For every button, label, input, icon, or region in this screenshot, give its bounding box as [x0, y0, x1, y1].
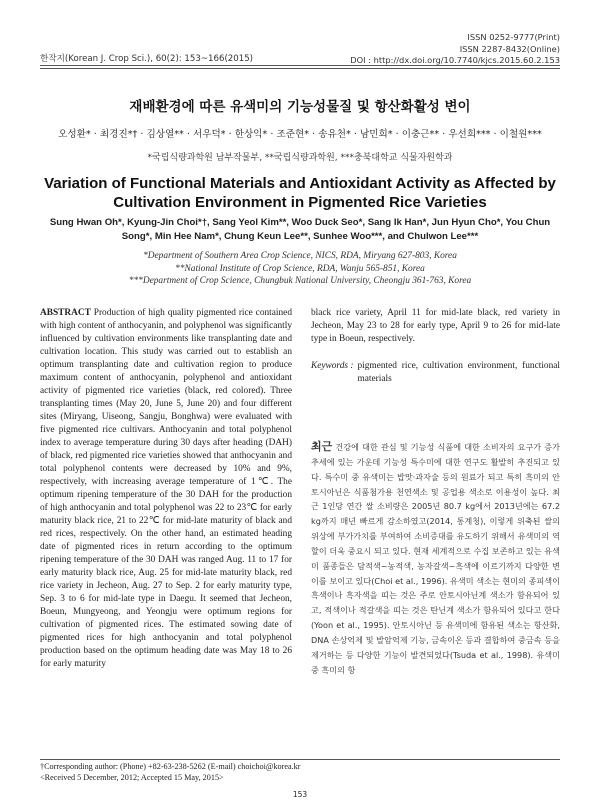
header-identifiers [350, 32, 560, 67]
abstract-label: ABSTRACT [40, 308, 91, 318]
korean-title: 재배환경에 따른 유색미의 기능성물질 및 항산화활성 변이 [129, 99, 471, 115]
footnote-rule [40, 759, 560, 760]
intro-text: 건강에 대한 관심 및 기능성 식품에 대한 소비자의 요구가 증가추세에 있는 가운데 기능성 특수미에 대한 연구도 활발히 추진되고 있다. 특수미 중 유색미는 밥맛·과자술 등의 원료가 되고 특히 흑미의 안토시아닌은 식품첨가용 천연색소 및 공업용 색소로 이용성이 높다. 최근 1인당 연간 쌀 소비량은 2005년 80.7 kg에서 2013년에는 67.2 kg까지 매년 빠르게 감소하였고(2014, 통계청), 이렇게 위축된 쌀의 위상에 부가가치를 부여하여 소비증대를 유도하기 위해서 유색미의 역할이 더욱 중요시 되고 있다. 현재 세계적으로 수집 보존하고 있는 유색미 품종들은 담적색~농적색, 농자갈색~흑색에 이르기까지 다양한 변이를 보이고 있다(Choi et al., 1996). 유색미 색소는 현미의 종피색이 흑색이나 흑자색을 띠는 것은 주로 안토시아닌계 색소가 함유되어 있고, 적색이나 적갈색을 띠는 것은 탄닌계 색소가 함유되어 있다고 한다(Yoon et al., 1995). 안토시아닌 등 유색미에 함유된 색소는 항산화, DNA 손상억제 및 발암억제 기능, 금속이온 등과 결합하여 중금속 등을 제거하는 등 다양한 기능이 발견되었다(Tsuda et al., 1998). 유색미 중 흑미의 항 [311, 442, 560, 675]
issn-online: ISSN 2287-8432(Online) [459, 43, 560, 54]
introduction-korean [311, 440, 560, 678]
abstract-column [40, 307, 292, 671]
affiliation-line: **National Institute of Crop Science, RDA, Wanju 565-851, Korea [175, 263, 425, 274]
abstract-continued: black rice variety, April 11 for mid-late black, red variety in Jecheon, May 23 to 28 for early type, April 9 to 26 for mid-late type in Boeun, respectively. [311, 308, 560, 345]
corresponding-author: †Corresponding author: (Phone) +82-63-238-5262 (E-mail) choichoi@korea.kr [40, 762, 301, 771]
footnote [40, 761, 560, 783]
korean-affiliations: *국립식량과학원 남부작물부, **국립식량과학원, ***충북대학교 식물자원학과 [147, 153, 453, 163]
affiliation-line: *Department of Southern Area Crop Science, NICS, RDA, Miryang 627-803, Korea [143, 251, 457, 261]
page-number: 153 [292, 790, 308, 799]
korean-authors: 오성환* · 최경진*† · 김상열** · 서우덕* · 한상익* · 조준현* · 송유천* · 남민희* · 이충근** · 우선희*** · 이철원*** [58, 129, 542, 140]
received-dates: <Received 5 December, 2012; Accepted 15 May, 2015> [40, 773, 224, 782]
english-title: Variation of Functional Materials and Antioxidant Activity as Affected by Cultivation Environment in Pigmented Rice Varieties [44, 175, 556, 211]
abstract-text: Production of high quality pigmented rice contained with high content of anthocyanin, and polyphenol was significantly influenced by cultivation environments like transplanting date and cultivation location. This study was carried out to establish an optimum transplanting date and cultivation region to produce maximum content of anthocyanin, polyphenol and antioxidant activity of pigmented rice varieties (black, red colored). Three transplanting times (May 20, June 5, June 20) and four different sites (Miryang, Uiseong, Sangju, Bonghwa) were evaluated with five pigmented rice cultivars. Anthocyanin and total polyphenol index to average temperature during 30 days after heading (DAH) of black, red pigmented rice varieties showed that anthocyanin and total polyphenol contents were decreased by 10% and 9%, respectively, with increasing average temperature of 1℃. The optimum ripening temperature of the 30 DAH for the production of high anthocyanin and total polyphenol was 22 to 23℃ for early maturity black rice, 21 to 22℃ for mid-late maturity of black and red rices, respectively. On the other hand, an estimated heading date of pigmented rices in return according to the optimum ripening temperature of the 30 DAH was ranged Aug. 11 to 17 for early maturity black rice, Aug. 25 for mid-late maturity black, red rice variety in Jecheon, Aug. 27 to Sep. 2 for early maturity type, Sep. 3 to 6 for mid-late type in Daegu. It seemed that Jecheon, Boeun, Mungyeong, and Yeongju were optimum regions for cultivation of pigmented rices. The estimated sowing date of pigmented rices for high anthocyanin and total polyphenol production based on the optimum heading date was May 18 to 26 for early maturity [40, 308, 292, 670]
intro-first-word: 최근 [311, 440, 333, 453]
abstract-continued-column [311, 307, 560, 386]
keywords-label: Keywords : [311, 361, 354, 372]
doi-link[interactable]: DOI : http://dx.doi.org/10.7740/kjcs.2015.60.2.153 [350, 55, 560, 65]
affiliation-line: ***Department of Crop Science, Chungbuk National University, Cheongju 361-763, Korea [128, 276, 472, 286]
english-affiliations [40, 250, 560, 288]
issn-print: ISSN 0252-9777(Print) [467, 32, 560, 42]
journal-citation: 한작지(Korean J. Crop Sci.), 60(2): 153~166(2015) [40, 54, 254, 64]
keywords-text: pigmented rice, cultivation environment, functional materials [357, 361, 560, 385]
keywords [311, 360, 560, 386]
header-rule-2 [40, 68, 560, 69]
english-authors: Sung Hwan Oh*, Kyung-Jin Choi*†, Sang Yeol Kim**, Woo Duck Seo*, Sang Ik Han*, Jun Hyun Cho*, You Chun Song*, Min Hee Nam*, Chung Keun Lee**, Sunhee Woo***, and Chulwon Lee*** [49, 217, 551, 242]
